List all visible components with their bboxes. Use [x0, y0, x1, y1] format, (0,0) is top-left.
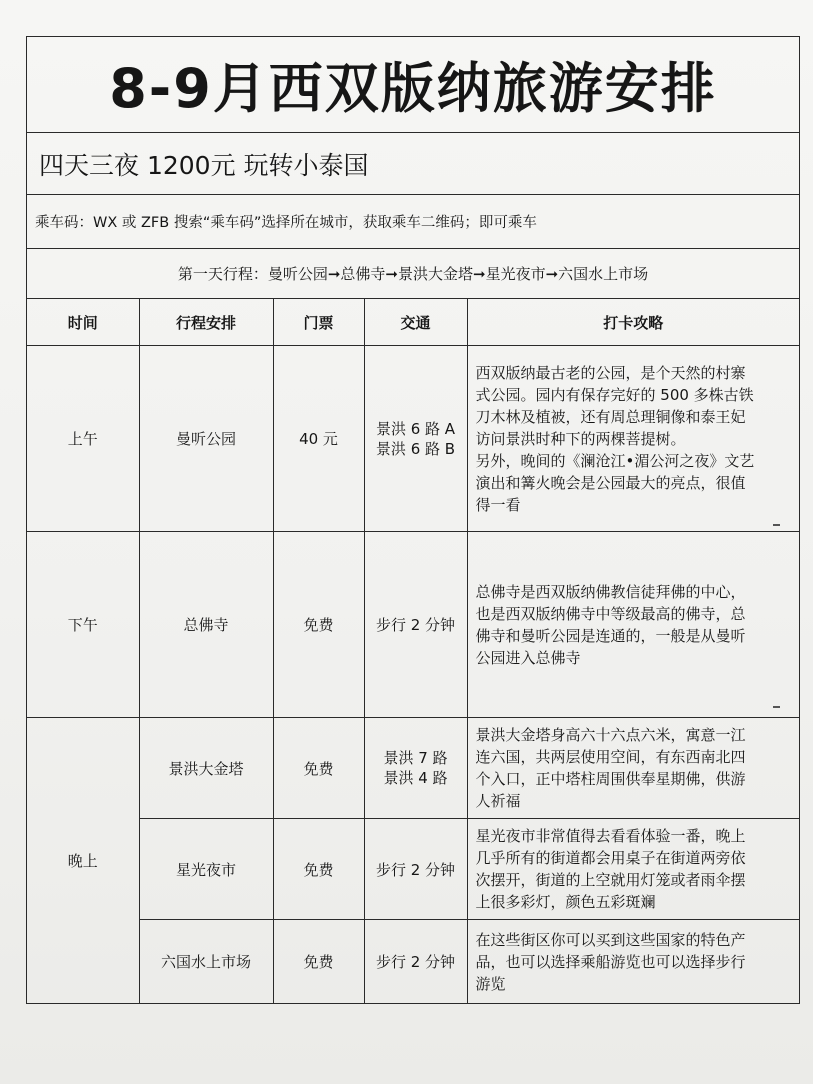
tip-line: 得一看	[475, 495, 521, 514]
bus-code-notice: 乘车码：WX 或 ZFB 搜索“乘车码”选择所在城市，获取乘车二维码；即可乘车	[27, 195, 799, 249]
tip-line: 上很多彩灯，颜色五彩斑斓	[475, 893, 656, 911]
tip-line: 演出和篝火晚会是公园最大的亮点，很值	[475, 473, 746, 492]
tip-line: 佛寺和曼听公园是连通的，一般是从曼听	[475, 626, 746, 645]
document-title: 8-9月西双版纳旅游安排	[27, 37, 799, 133]
ticket-cell: 免费	[273, 920, 364, 1004]
tip-line: 在这些街区你可以买到这些国家的特色产	[475, 930, 746, 949]
table-row	[27, 718, 799, 819]
tip-line: 景洪大金塔身高六十六点六米，寓意一江	[475, 726, 746, 744]
header-time: 时间	[27, 299, 139, 346]
tip-cell	[467, 920, 799, 1004]
transport-line: 景洪 6 路 B	[375, 439, 456, 458]
transport-cell	[364, 718, 467, 819]
day-one-route: 第一天行程：曼听公园➞总佛寺➞景洪大金塔➞星光夜市➞六国水上市场	[27, 249, 799, 299]
period-afternoon: 下午	[27, 532, 139, 718]
tip-line: 式公园。园内有保存完好的 500 多株古铁	[475, 385, 754, 404]
tip-line: 个入口，正中塔柱周围供奉星期佛，供游	[475, 770, 746, 788]
tip-line: 几乎所有的街道都会用桌子在街道两旁依	[475, 849, 746, 867]
header-schedule: 行程安排	[139, 299, 273, 346]
ticket-cell: 免费	[273, 819, 364, 920]
place-cell: 六国水上市场	[139, 920, 273, 1004]
trip-summary: 四天三夜 1200元 玩转小泰国	[27, 133, 799, 195]
header-transport: 交通	[364, 299, 467, 346]
period-evening: 晚上	[27, 718, 139, 1004]
place-cell: 总佛寺	[139, 532, 273, 718]
place-cell: 曼听公园	[139, 346, 273, 532]
tip-line: 星光夜市非常值得去看看体验一番，晚上	[475, 827, 746, 845]
table-row	[27, 532, 799, 718]
tip-line: 人祈福	[475, 792, 521, 810]
tip-cell	[467, 718, 799, 819]
print-mark	[773, 706, 780, 708]
table-row	[27, 920, 799, 1004]
tip-line: 西双版纳最古老的公园，是个天然的村寨	[475, 363, 746, 382]
tip-line: 次摆开，街道的上空就用灯笼或者雨伞摆	[475, 871, 746, 889]
transport-cell: 步行 2 分钟	[364, 532, 467, 718]
period-morning: 上午	[27, 346, 139, 532]
print-mark	[773, 524, 780, 526]
transport-line: 景洪 7 路	[383, 749, 448, 767]
ticket-cell: 免费	[273, 718, 364, 819]
table-row	[27, 819, 799, 920]
tip-line: 访问景洪时种下的两棵菩提树。	[475, 429, 686, 448]
tip-line: 游览	[475, 974, 506, 993]
tip-cell	[467, 346, 799, 532]
header-tips: 打卡攻略	[467, 299, 799, 346]
transport-cell: 步行 2 分钟	[364, 819, 467, 920]
ticket-cell: 免费	[273, 532, 364, 718]
tip-line: 连六国，共两层使用空间，有东西南北四	[475, 748, 746, 766]
tip-cell	[467, 532, 799, 718]
tip-line: 也是西双版纳佛寺中等级最高的佛寺，总	[475, 604, 746, 623]
tip-line: 刀木林及植被，还有周总理铜像和泰王妃	[475, 407, 746, 426]
table-header-row	[27, 299, 799, 346]
table-row	[27, 346, 799, 532]
ticket-cell: 40 元	[273, 346, 364, 532]
itinerary-document	[26, 36, 800, 1004]
transport-cell	[364, 346, 467, 532]
place-cell: 星光夜市	[139, 819, 273, 920]
tip-cell	[467, 819, 799, 920]
tip-line: 总佛寺是西双版纳佛教信徒拜佛的中心，	[475, 582, 746, 601]
transport-line: 景洪 4 路	[383, 769, 448, 787]
tip-line: 另外，晚间的《澜沧江•湄公河之夜》文艺	[475, 451, 755, 470]
tip-line: 品，也可以选择乘船游览也可以选择步行	[475, 952, 746, 971]
transport-line: 景洪 6 路 A	[375, 419, 456, 438]
itinerary-table	[27, 299, 799, 1004]
tip-line: 公园进入总佛寺	[475, 648, 581, 667]
transport-cell: 步行 2 分钟	[364, 920, 467, 1004]
place-cell: 景洪大金塔	[139, 718, 273, 819]
header-ticket: 门票	[273, 299, 364, 346]
